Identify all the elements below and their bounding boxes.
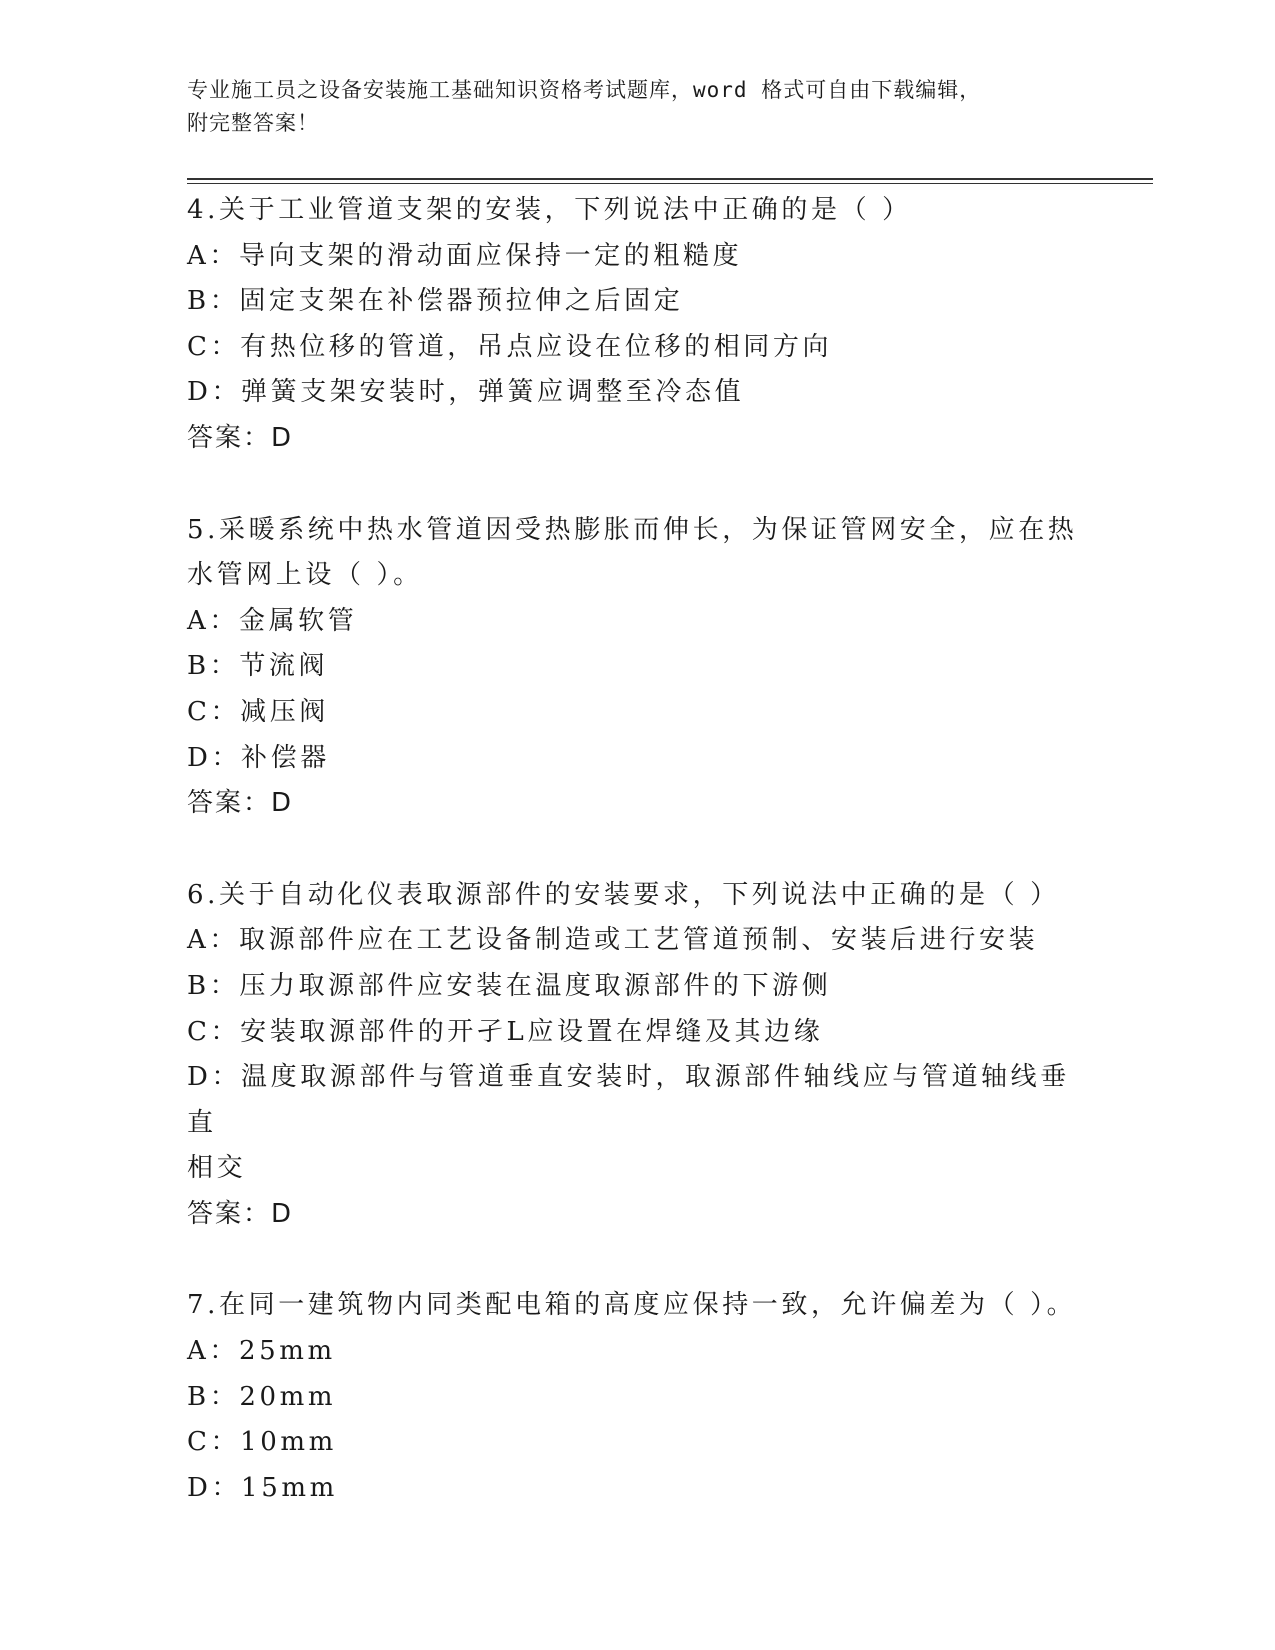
- option-key: A：: [187, 1336, 239, 1367]
- option-key: B：: [187, 970, 240, 1001]
- option-text: 取源部件应在工艺设备制造或工艺管道预制、安装后进行安装: [238, 925, 1039, 956]
- header-divider-bottom: [187, 183, 1153, 184]
- option-key: C：: [187, 1016, 241, 1047]
- option-text: 安装取源部件的开孑L应设置在焊缝及其边缘: [240, 1016, 824, 1047]
- option-key: A：: [187, 605, 239, 636]
- option-d: [187, 736, 1087, 782]
- option-key: D：: [187, 1472, 242, 1503]
- option-key: D：: [187, 377, 242, 408]
- question-stem: 6.关于自动化仪表取源部件的安装要求，下列说法中正确的是（ ）: [187, 879, 1060, 910]
- document-header: [187, 74, 1087, 140]
- option-key: B：: [187, 286, 240, 317]
- question-7: [187, 1283, 1087, 1511]
- option-key: C：: [187, 696, 241, 727]
- option-text: 温度取源部件与管道垂直安装时，取源部件轴线应与管道轴线垂直: [187, 1062, 1070, 1138]
- option-text: 10mm: [240, 1427, 337, 1458]
- option-key: B：: [187, 651, 240, 682]
- question-list: [187, 188, 1087, 1557]
- option-text: 有热位移的管道，吊点应设在位移的相同方向: [240, 331, 833, 362]
- question-4: [187, 188, 1087, 462]
- option-a: [187, 234, 1087, 280]
- option-text: 金属软管: [238, 605, 358, 636]
- option-text: 压力取源部件应安装在温度取源部件的下游侧: [239, 970, 832, 1001]
- question-stem-continued: 水管网上设（ ）。: [187, 560, 423, 591]
- question-stem: 5.采暖系统中热水管道因受热膨胀而伸长，为保证管网安全，应在热: [187, 514, 1078, 545]
- option-d: [187, 1466, 1087, 1512]
- option-key: C：: [187, 331, 241, 362]
- option-c: [187, 325, 1087, 371]
- question-stem: 7.在同一建筑物内同类配电箱的高度应保持一致，允许偏差为（ ）。: [187, 1290, 1077, 1321]
- question-5: [187, 508, 1087, 827]
- option-text: 补偿器: [241, 742, 330, 773]
- option-c: [187, 1010, 1087, 1056]
- option-b: [187, 644, 1087, 690]
- option-key: C：: [187, 1427, 241, 1458]
- option-key: A：: [187, 240, 239, 271]
- option-b: [187, 279, 1087, 325]
- option-key: B：: [187, 1381, 240, 1412]
- option-text: 节流阀: [239, 651, 329, 682]
- option-key: D：: [187, 1062, 242, 1093]
- header-divider-top: [187, 178, 1153, 180]
- header-line-2: 附完整答案！: [187, 111, 319, 135]
- answer-line: 答案：D: [187, 788, 294, 819]
- answer-line: 答案：D: [187, 1198, 294, 1229]
- option-text: 15mm: [241, 1472, 338, 1503]
- option-text: 弹簧支架安装时，弹簧应调整至冷态值: [241, 377, 745, 408]
- question-stem: 4.关于工业管道支架的安装，下列说法中正确的是（ ）: [187, 195, 912, 225]
- option-text: 导向支架的滑动面应保持一定的粗糙度: [238, 240, 743, 271]
- answer-line: 答案：D: [187, 422, 294, 453]
- option-key: A：: [187, 925, 239, 956]
- option-b: [187, 1375, 1087, 1421]
- option-a: [187, 918, 1087, 964]
- option-text: 20mm: [239, 1381, 337, 1412]
- option-d: [187, 370, 1087, 416]
- option-a: [187, 599, 1087, 645]
- option-text: 减压阀: [240, 696, 329, 727]
- option-key: D：: [187, 742, 242, 773]
- option-d-continued: 相交: [187, 1153, 247, 1184]
- option-a: [187, 1329, 1087, 1375]
- option-c: [187, 690, 1087, 736]
- option-d: [187, 1055, 1087, 1146]
- option-c: [187, 1420, 1087, 1466]
- question-6: [187, 873, 1087, 1238]
- header-line-1: 专业施工员之设备安装施工基础知识资格考试题库，word 格式可自由下载编辑，: [187, 78, 982, 102]
- option-b: [187, 964, 1087, 1010]
- option-text: 固定支架在补偿器预拉伸之后固定: [239, 286, 684, 317]
- option-text: 25mm: [238, 1336, 336, 1367]
